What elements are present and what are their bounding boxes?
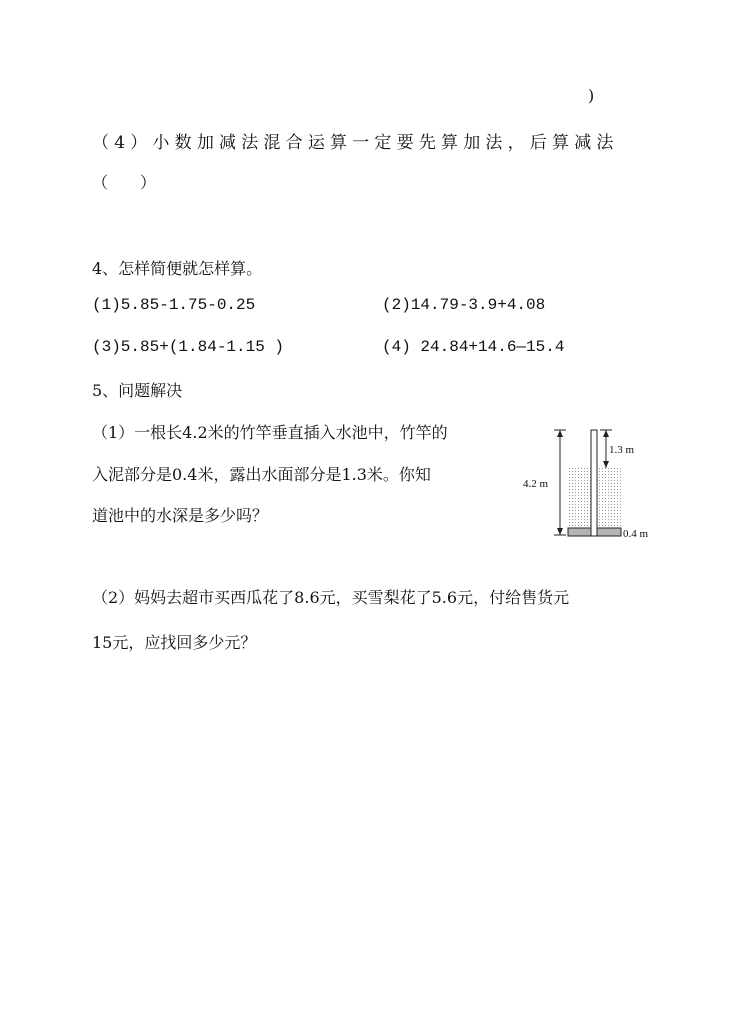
problem-1-line-2: 入泥部分是0.4米，露出水面部分是1.3米。你知 bbox=[92, 465, 431, 484]
section-5-title: 5、问题解决 bbox=[92, 381, 183, 400]
problem-2-line-1: （2）妈妈去超市买西瓜花了8.6元，买雪梨花了5.6元，付给售货元 bbox=[92, 588, 570, 607]
question-4-answer-paren: （ ） bbox=[92, 173, 157, 192]
calc-item-4: (4) 24.84+14.6—15.4 bbox=[382, 338, 565, 356]
problem-2-line-2: 15元，应找回多少元？ bbox=[92, 633, 257, 652]
question-4-statement: （4）小数加减法混合运算一定要先算加法，后算减法 bbox=[92, 133, 619, 153]
problem-1-line-1: （1）一根长4.2米的竹竿垂直插入水池中，竹竿的 bbox=[92, 423, 448, 442]
bamboo-pool-figure bbox=[520, 425, 670, 545]
top-closing-paren: ) bbox=[588, 86, 595, 105]
calc-item-3: (3)5.85+(1.84-1.15 ) bbox=[92, 338, 285, 356]
bamboo-pole bbox=[591, 430, 597, 536]
label-mud-depth: 0.4 m bbox=[623, 528, 649, 540]
label-total-length: 4.2 m bbox=[523, 478, 549, 490]
calc-item-1: (1)5.85-1.75-0.25 bbox=[92, 296, 256, 314]
problem-1-line-3: 道池中的水深是多少吗？ bbox=[92, 506, 269, 525]
label-above-water: 1.3 m bbox=[609, 444, 635, 456]
calc-item-2: (2)14.79-3.9+4.08 bbox=[382, 296, 546, 314]
section-4-title: 4、怎样简便就怎样算。 bbox=[92, 259, 263, 278]
